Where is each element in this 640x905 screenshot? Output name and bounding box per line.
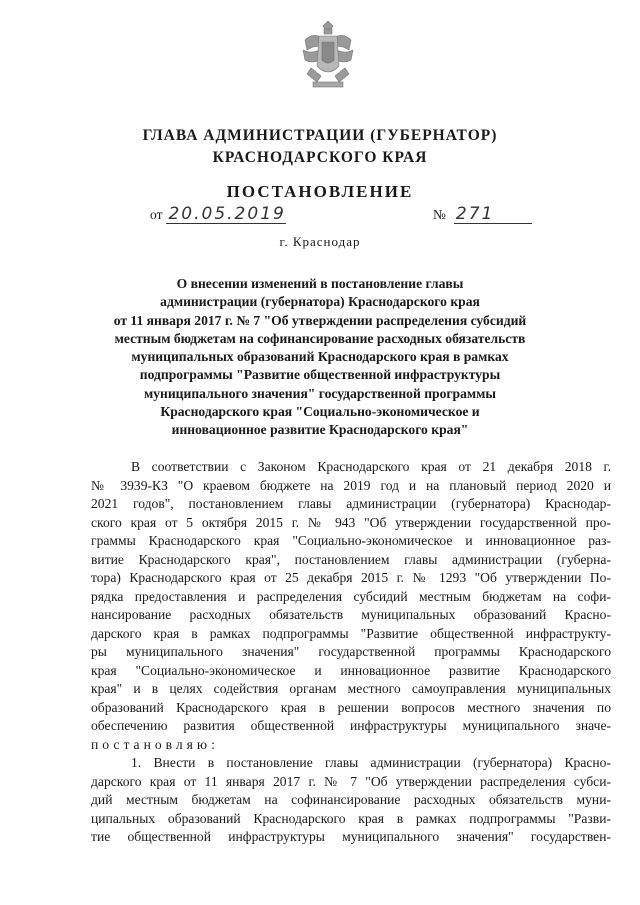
document-body <box>91 458 611 847</box>
title-line: инновационное развитие Краснодарского края" <box>171 422 469 438</box>
body-line: образований Краснодарского края в решении вопросов местного значения по <box>91 699 611 715</box>
coat-of-arms-emblem <box>299 20 357 90</box>
body-line: ципальных образований Краснодарского края в рамках подпрограммы "Разви- <box>91 810 611 826</box>
title-line: от 11 января 2017 г. № 7 "Об утверждении распределения субсидий <box>113 312 527 328</box>
body-line: обеспечению развития общественной инфраструктуры муниципального значе- <box>91 718 611 733</box>
handwritten-date: 20.05.2019 <box>168 204 286 224</box>
date-prefix: от <box>150 207 163 222</box>
number-line <box>433 206 532 224</box>
body-line: № 3939-КЗ "О краевом бюджете на 2019 год и на плановый период 2020 и <box>91 477 611 493</box>
body-line: дарского края от 11 января 2017 г. № 7 "Об утверждении распределения субси- <box>91 773 611 789</box>
authority-title-line1: ГЛАВА АДМИНИСТРАЦИИ (ГУБЕРНАТОР) <box>142 127 498 144</box>
body-line: В соответствии с Законом Краснодарского края от 21 декабря 2018 г. <box>131 459 611 474</box>
body-line: 2021 годов", постановлением главы администрации (губернатора) Краснодар- <box>91 496 611 511</box>
city-name: г. Краснодар <box>279 234 361 249</box>
body-line: витие Краснодарского края", постановлением главы администрации (губерна- <box>91 551 611 567</box>
body-line: тора) Краснодарского края от 25 декабря 2015 г. № 1293 "Об утверждении По- <box>91 570 611 585</box>
authority-title-line2: КРАСНОДАРСКОГО КРАЯ <box>212 149 428 166</box>
body-line: края" и в целях содействия органам местного самоуправления муниципальных <box>91 681 611 696</box>
body-line: дарского края в рамках подпрограммы "Развитие общественной инфраструкту- <box>91 625 611 641</box>
body-line: рядка предоставления и распределения субсидий местным бюджетам на софи- <box>91 588 611 604</box>
resolution-word: постановляю: <box>91 736 219 752</box>
title-line: Краснодарского края "Социально-экономическое и <box>160 404 480 420</box>
document-type: ПОСТАНОВЛЕНИЕ <box>226 182 414 201</box>
title-line: подпрограммы "Развитие общественной инфраструктуры <box>139 367 501 383</box>
body-line: ского края от 5 октября 2015 г. № 943 "Об утверждении государственной про- <box>91 514 611 530</box>
date-line <box>150 206 286 224</box>
title-line: муниципального значения" государственной программы <box>143 385 497 401</box>
body-line: тие общественной инфраструктуры муниципального значения" государствен- <box>91 829 611 844</box>
body-line: 1. Внести в постановление главы администрации (губернатора) Красно- <box>131 755 611 770</box>
title-line: администрации (губернатора) Краснодарского края <box>160 294 480 310</box>
body-line: дий местным бюджетам на софинансирование расходных обязательств муни- <box>91 792 611 807</box>
body-line: нансирование расходных обязательств муниципальных образований Красно- <box>91 607 611 622</box>
handwritten-number: 271 <box>454 206 532 224</box>
body-line: края "Социально-экономическое и инновационное развитие Краснодарского <box>91 662 611 678</box>
body-line: ры муниципального значения" государственной программы Краснодарского <box>91 644 611 659</box>
title-line: муниципальных образований Краснодарского края в рамках <box>131 349 509 365</box>
title-line: местным бюджетам на софинансирование расходных обязательств <box>114 330 526 346</box>
title-line: О внесении изменений в постановление главы <box>176 276 464 291</box>
document-title <box>95 275 545 440</box>
number-prefix: № <box>433 207 446 222</box>
body-line: граммы Краснодарского края "Социально-экономическое и инновационное раз- <box>91 533 611 548</box>
